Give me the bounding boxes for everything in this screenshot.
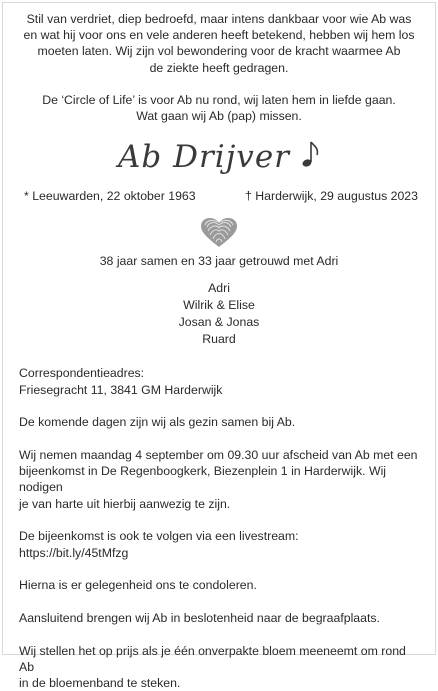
family-member: Adri [208,280,230,295]
flower-request [19,643,420,691]
burial-note [19,610,420,626]
text-line: je van harte uit hierbij aanwezig te zijn. [19,496,231,511]
intro-line: De ‘Circle of Life’ is voor Ab nu rond, wij laten hem in liefde gaan. [42,92,396,107]
text-line: De bijeenkomst is ook te volgen via een livestream: [19,529,299,544]
text-line: Wij stellen het op prijs als je één onverpakte bloem meeneemt om rond Ab [19,643,406,674]
fingerprint-heart-icon [199,217,239,249]
correspondence-address [19,365,420,397]
family-member: Wilrik & Elise [183,297,255,312]
intro-paragraph-1 [18,11,420,76]
intro-line: moeten laten. Wij zijn vol bewondering voor de kracht waarmee Ab [37,44,401,59]
notice-details [18,365,420,691]
text-line: De komende dagen zijn wij als gezin samen bij Ab. [19,415,296,430]
text-line: Aansluitend brengen wij Ab in beslotenheid naar de begraafplaats. [19,610,380,625]
condolence-note [19,577,420,593]
family-time-note [19,414,420,430]
heart-ornament [18,217,420,249]
farewell-details [19,447,420,512]
life-dates [18,188,420,204]
death-date: † Harderwijk, 29 augustus 2023 [245,189,418,204]
family-list [18,280,420,349]
marriage-line: 38 jaar samen en 33 jaar getrouwd met Adri [99,254,339,269]
text-line: Wij nemen maandag 4 september om 09.30 uur afscheid van Ab met een [19,448,418,463]
text-line: Correspondentieadres: [19,366,145,381]
intro-line: en wat hij voor ons en vele anderen heeft betekend, hebben wij hem los [23,28,415,43]
birth-date: * Leeuwarden, 22 oktober 1963 [24,189,196,204]
text-line: in de bloemenband te steken. [19,676,181,691]
intro-line: Stil van verdriet, diep bedroefd, maar intens dankbaar voor wie Ab was [26,12,412,26]
intro-line: Wat gaan wij Ab (pap) missen. [136,109,302,124]
deceased-name-row [18,128,420,186]
livestream-info [19,528,420,560]
music-note-icon [298,140,320,174]
intro-text [18,11,420,124]
text-line: bijeenkomst in De Regenboogkerk, Biezenplein 1 in Harderwijk. Wij nodigen [19,464,387,495]
intro-paragraph-2 [18,92,420,124]
family-member: Josan & Jonas [178,315,260,330]
text-line: Friesegracht 11, 3841 GM Harderwijk [19,382,223,397]
intro-line: de ziekte heeft gedragen. [149,60,289,75]
livestream-link: https://bit.ly/45tMfzg [19,545,129,560]
text-line: Hierna is er gelegenheid ons te condoleren. [19,578,257,593]
deceased-name: Ab Drijver [118,139,290,176]
family-member: Ruard [202,332,236,347]
